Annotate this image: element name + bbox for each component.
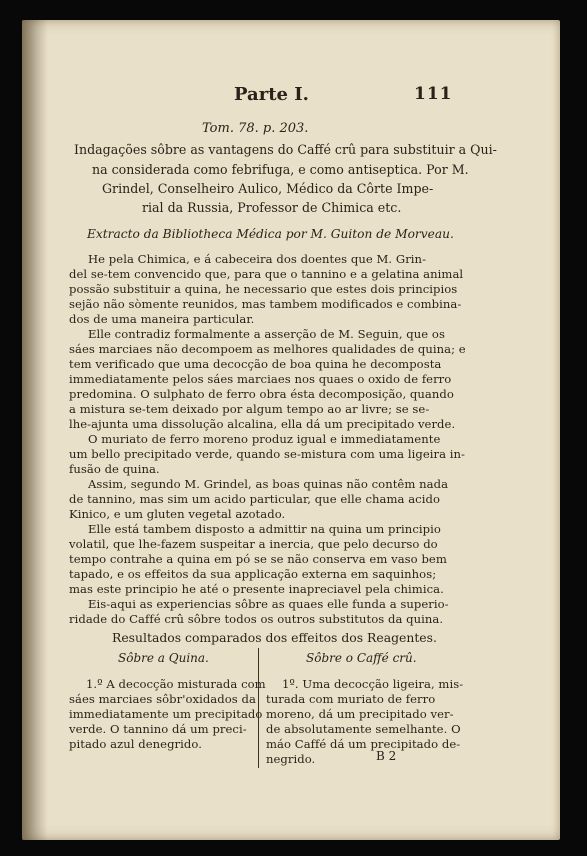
body-line: sejão não sòmente reunidos, mas tambem modificados e combina- <box>69 297 462 311</box>
left-column-line: 1.º A decocção misturada com <box>86 677 266 691</box>
running-head: Parte I. <box>234 84 309 105</box>
left-column-line: pitado azul denegrido. <box>69 737 202 751</box>
right-column-line: máo Caffé dá um precipitado de- <box>266 737 461 751</box>
body-line: mas este principio he até o presente inapreciavel pela chimica. <box>69 582 444 596</box>
left-column-line: verde. O tannino dá um preci- <box>69 722 247 736</box>
page-gutter-shadow <box>22 20 48 840</box>
page-number: 111 <box>414 84 453 104</box>
body-line: He pela Chimica, e á cabeceira dos doentes que M. Grin- <box>88 252 427 266</box>
right-column-heading: Sôbre o Caffé crû. <box>306 651 417 665</box>
right-column-line: turada com muriato de ferro <box>266 692 436 706</box>
body-line: volatil, que lhe-fazem suspeitar a inercia, que pelo decurso do <box>69 537 438 551</box>
body-line: tempo contrahe a quina em pó se se não conserva em vaso bem <box>69 552 447 566</box>
title-line: rial da Russia, Professor de Chimica etc. <box>142 200 402 215</box>
body-line: Kinico, e um gluten vegetal azotado. <box>69 507 286 521</box>
signature-mark: B 2 <box>376 749 397 763</box>
right-column-line: negrido. <box>266 752 316 766</box>
body-line: Assim, segundo M. Grindel, as boas quinas não contêm nada <box>88 477 449 491</box>
body-line: Elle está tambem disposto a admittir na quina um principio <box>88 522 441 536</box>
body-line: a mistura se-tem deixado por algum tempo ao ar livre; se se- <box>69 402 430 416</box>
citation: Tom. 78. p. 203. <box>202 121 309 136</box>
left-column-line: sáes marciaes sôbr'oxidados da <box>69 692 256 706</box>
body-line: Elle contradiz formalmente a asserção de M. Seguin, que os <box>88 327 445 341</box>
body-line: lhe-ajunta uma dissolução alcalina, ella dá um precipitado verde. <box>69 417 456 431</box>
extract-heading: Extracto da Bibliotheca Médica por M. Guiton de Morveau. <box>87 227 454 241</box>
body-line: possão substituir a quina, he necessario que estes dois principios <box>69 282 458 296</box>
right-column-line: moreno, dá um precipitado ver- <box>266 707 454 721</box>
title-line: Indagações sôbre as vantagens do Caffé crû para substituir a Qui- <box>74 142 497 157</box>
left-column-line: immediatamente um precipitado <box>69 707 263 721</box>
right-column-line: 1º. Uma decocção ligeira, mis- <box>282 677 464 691</box>
title-line: Grindel, Conselheiro Aulico, Médico da Côrte Impe- <box>102 181 434 196</box>
left-column-heading: Sôbre a Quina. <box>118 651 209 665</box>
body-line: del se-tem convencido que, para que o tannino e a gelatina animal <box>69 267 464 281</box>
body-line: fusão de quina. <box>69 462 160 476</box>
body-line: predomina. O sulphato de ferro obra ésta decomposição, quando <box>69 387 454 401</box>
right-column-line: de absolutamente semelhante. O <box>266 722 461 736</box>
body-line: tem verificado que uma decocção de boa quina he decomposta <box>69 357 442 371</box>
body-line: de tannino, mas sim um acido particular, que elle chama acido <box>69 492 440 506</box>
body-line: dos de uma maneira particular. <box>69 312 255 326</box>
title-line: na considerada como febrifuga, e como antiseptica. Por M. <box>92 162 469 177</box>
body-line: um bello precipitado verde, quando se-mistura com uma ligeira in- <box>69 447 466 461</box>
results-heading: Resultados comparados dos effeitos dos Reagentes. <box>112 630 437 645</box>
body-line: Eis-aqui as experiencias sôbre as quaes elle funda a superio- <box>88 597 449 611</box>
book-page <box>22 20 560 840</box>
body-line: O muriato de ferro moreno produz igual e immediatamente <box>88 432 441 446</box>
body-line: immediatamente pelos sáes marciaes nos quaes o oxido de ferro <box>69 372 452 386</box>
body-line: sáes marciaes não decompoem as melhores qualidades de quina; e <box>69 342 466 356</box>
body-line: tapado, e os effeitos da sua applicação externa em saquinhos; <box>69 567 437 581</box>
body-line: ridade do Caffé crû sôbre todos os outros substitutos da quina. <box>69 612 444 626</box>
